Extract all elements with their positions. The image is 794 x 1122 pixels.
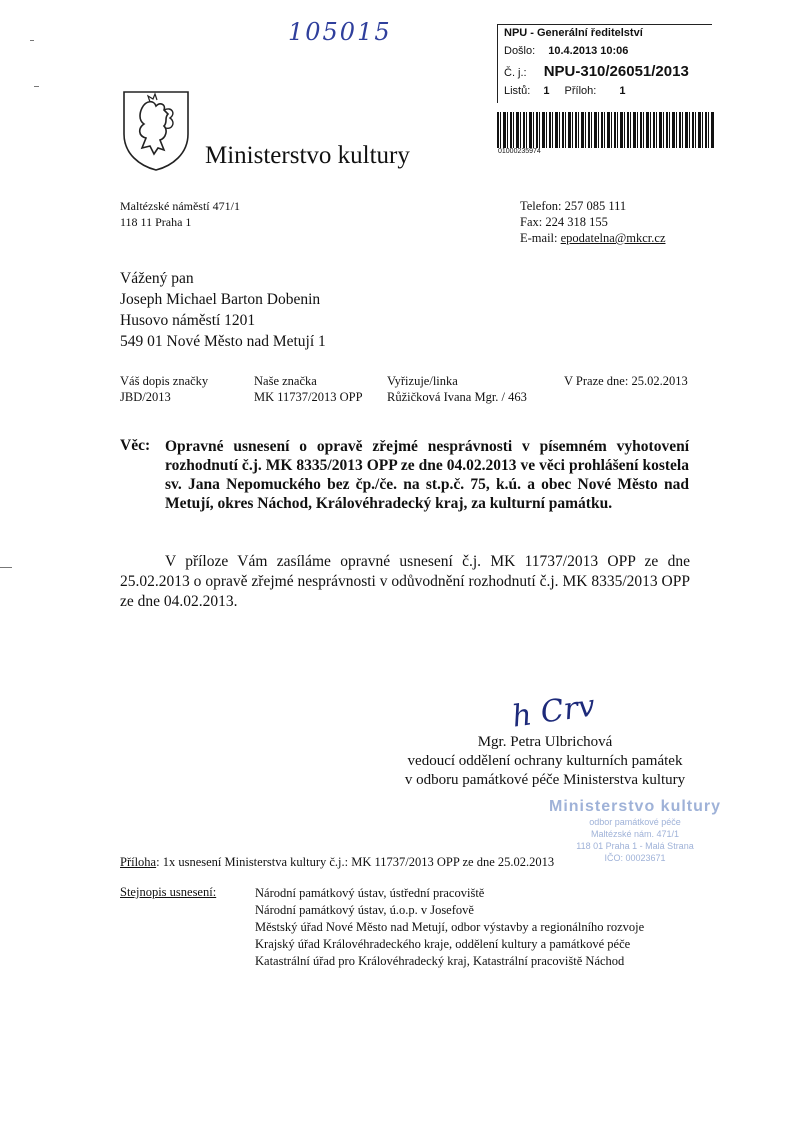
scan-mark [30,40,34,41]
contact-block [520,198,666,246]
signer-title-2: v odboru památkové péče Ministerstva kultury [404,772,686,788]
signer-block [380,733,710,790]
barcode [497,112,715,148]
our-ref-value: MK 11737/2013 OPP [254,390,363,404]
recipient-street: Husovo náměstí 1201 [120,312,256,329]
body-paragraph [120,552,690,612]
distribution-item: Katastrální úřad pro Královéhradecký kraj, Katastrální pracoviště Náchod [255,954,625,968]
distribution-item: Krajský úřad Královéhradeckého kraje, oddělení kultury a památkové péče [255,937,631,951]
signer-name: Mgr. Petra Ulbrichová [477,734,613,750]
address-line-1: Maltézské náměstí 471/1 [120,199,240,213]
email [520,230,666,246]
distribution-item: Národní památkový ústav, ústřední pracoviště [255,886,485,900]
scan-mark [0,567,12,568]
recipient-address [120,268,326,352]
coat-of-arms-icon [120,88,192,172]
stamp-counts [504,85,626,97]
office-stamp [540,798,730,864]
ministry-name: Ministerstvo kultury [205,142,410,169]
stamp-received-value: 10.4.2013 10:06 [548,45,629,57]
stamp-org: NPU - Generální ředitelství [504,27,643,39]
stamp-attachments-value: 1 [619,85,626,97]
handler-reference [387,373,527,405]
letter-date: V Praze dne: 25.02.2013 [564,374,688,388]
stamp-ref-label: Č. j.: [504,67,527,79]
email-label: E-mail: [520,231,561,245]
handler-label: Vyřizuje/linka [387,374,458,388]
subject-text: Opravné usnesení o opravě zřejmé nesprávnosti v písemném vyhotovení rozhodnutí č.j. MK 8335/2013 OPP ze dne 04.02.2013 ve věci prohlášení kostela sv. Jana Nepomuckého bez čp./če. na st.p.č. 75, k.ú. a obec Nové Město nad Metují, okres Náchod, Královéhradecký kraj, za kulturní památku. [165,438,689,512]
sender-address [120,198,240,230]
attachment-line [120,855,554,870]
office-stamp-line-5: IČO: 00023671 [604,853,666,863]
office-stamp-line-3: Maltézské nám. 471/1 [590,829,680,839]
office-stamp-line-1: Ministerstvo kultury [548,798,722,815]
office-stamp-line-2: odbor památkové péče [589,817,681,827]
recipient-city: 549 01 Nové Město nad Metují 1 [120,333,326,350]
body-paragraph-text: V příloze Vám zasíláme opravné usnesení č.j. MK 11737/2013 OPP ze dne 25.02.2013 o opravě zřejmé nesprávnosti v odůvodnění rozhodnutí č.j. MK 8335/2013 OPP ze dne 04.02.2013. [120,553,690,610]
subject-label: Věc: [120,437,151,454]
scan-mark [34,86,39,87]
stamp-received [504,45,628,57]
registry-stamp [497,24,712,103]
address-line-2: 118 11 Praha 1 [120,215,192,229]
stamp-ref-value: NPU-310/26051/2013 [543,63,689,80]
handwritten-note: 105015 [288,18,392,46]
stamp-sheets-value: 1 [543,85,550,97]
attachment-label: Příloha [120,855,157,869]
your-ref-label: Váš dopis značky [120,374,209,388]
handwritten-signature: h Crv [509,688,598,735]
your-reference [120,373,208,405]
stamp-sheets-label: Listů: [504,85,531,97]
our-reference [254,373,363,405]
stamp-received-label: Došlo: [504,45,536,57]
signer-title-1: vedoucí oddělení ochrany kulturních památek [407,753,683,769]
attachment-text: : 1x usnesení Ministerstva kultury č.j.: MK 11737/2013 OPP ze dne 25.02.2013 [156,855,555,869]
phone: Telefon: 257 085 111 [520,199,627,213]
distribution-item: Národní památkový ústav, ú.o.p. v Josefově [255,903,474,917]
email-link[interactable]: epodatelna@mkcr.cz [560,231,666,245]
stamp-ref [504,63,689,80]
your-ref-value: JBD/2013 [120,390,171,404]
distribution-item: Městský úřad Nové Město nad Metují, odbor výstavby a regionálního rozvoje [255,920,645,934]
barcode-number: 01000235974 [498,148,541,155]
recipient-name: Joseph Michael Barton Dobenin [120,291,321,308]
stamp-attachments-label: Příloh: [564,85,597,97]
our-ref-label: Naše značka [254,374,317,388]
office-stamp-line-4: 118 01 Praha 1 - Malá Strana [576,841,694,851]
distribution-list [255,885,644,970]
distribution-label: Stejnopis usnesení: [120,885,217,899]
handler-value: Růžičková Ivana Mgr. / 463 [387,390,527,404]
salutation: Vážený pan [120,270,194,287]
fax: Fax: 224 318 155 [520,215,608,229]
